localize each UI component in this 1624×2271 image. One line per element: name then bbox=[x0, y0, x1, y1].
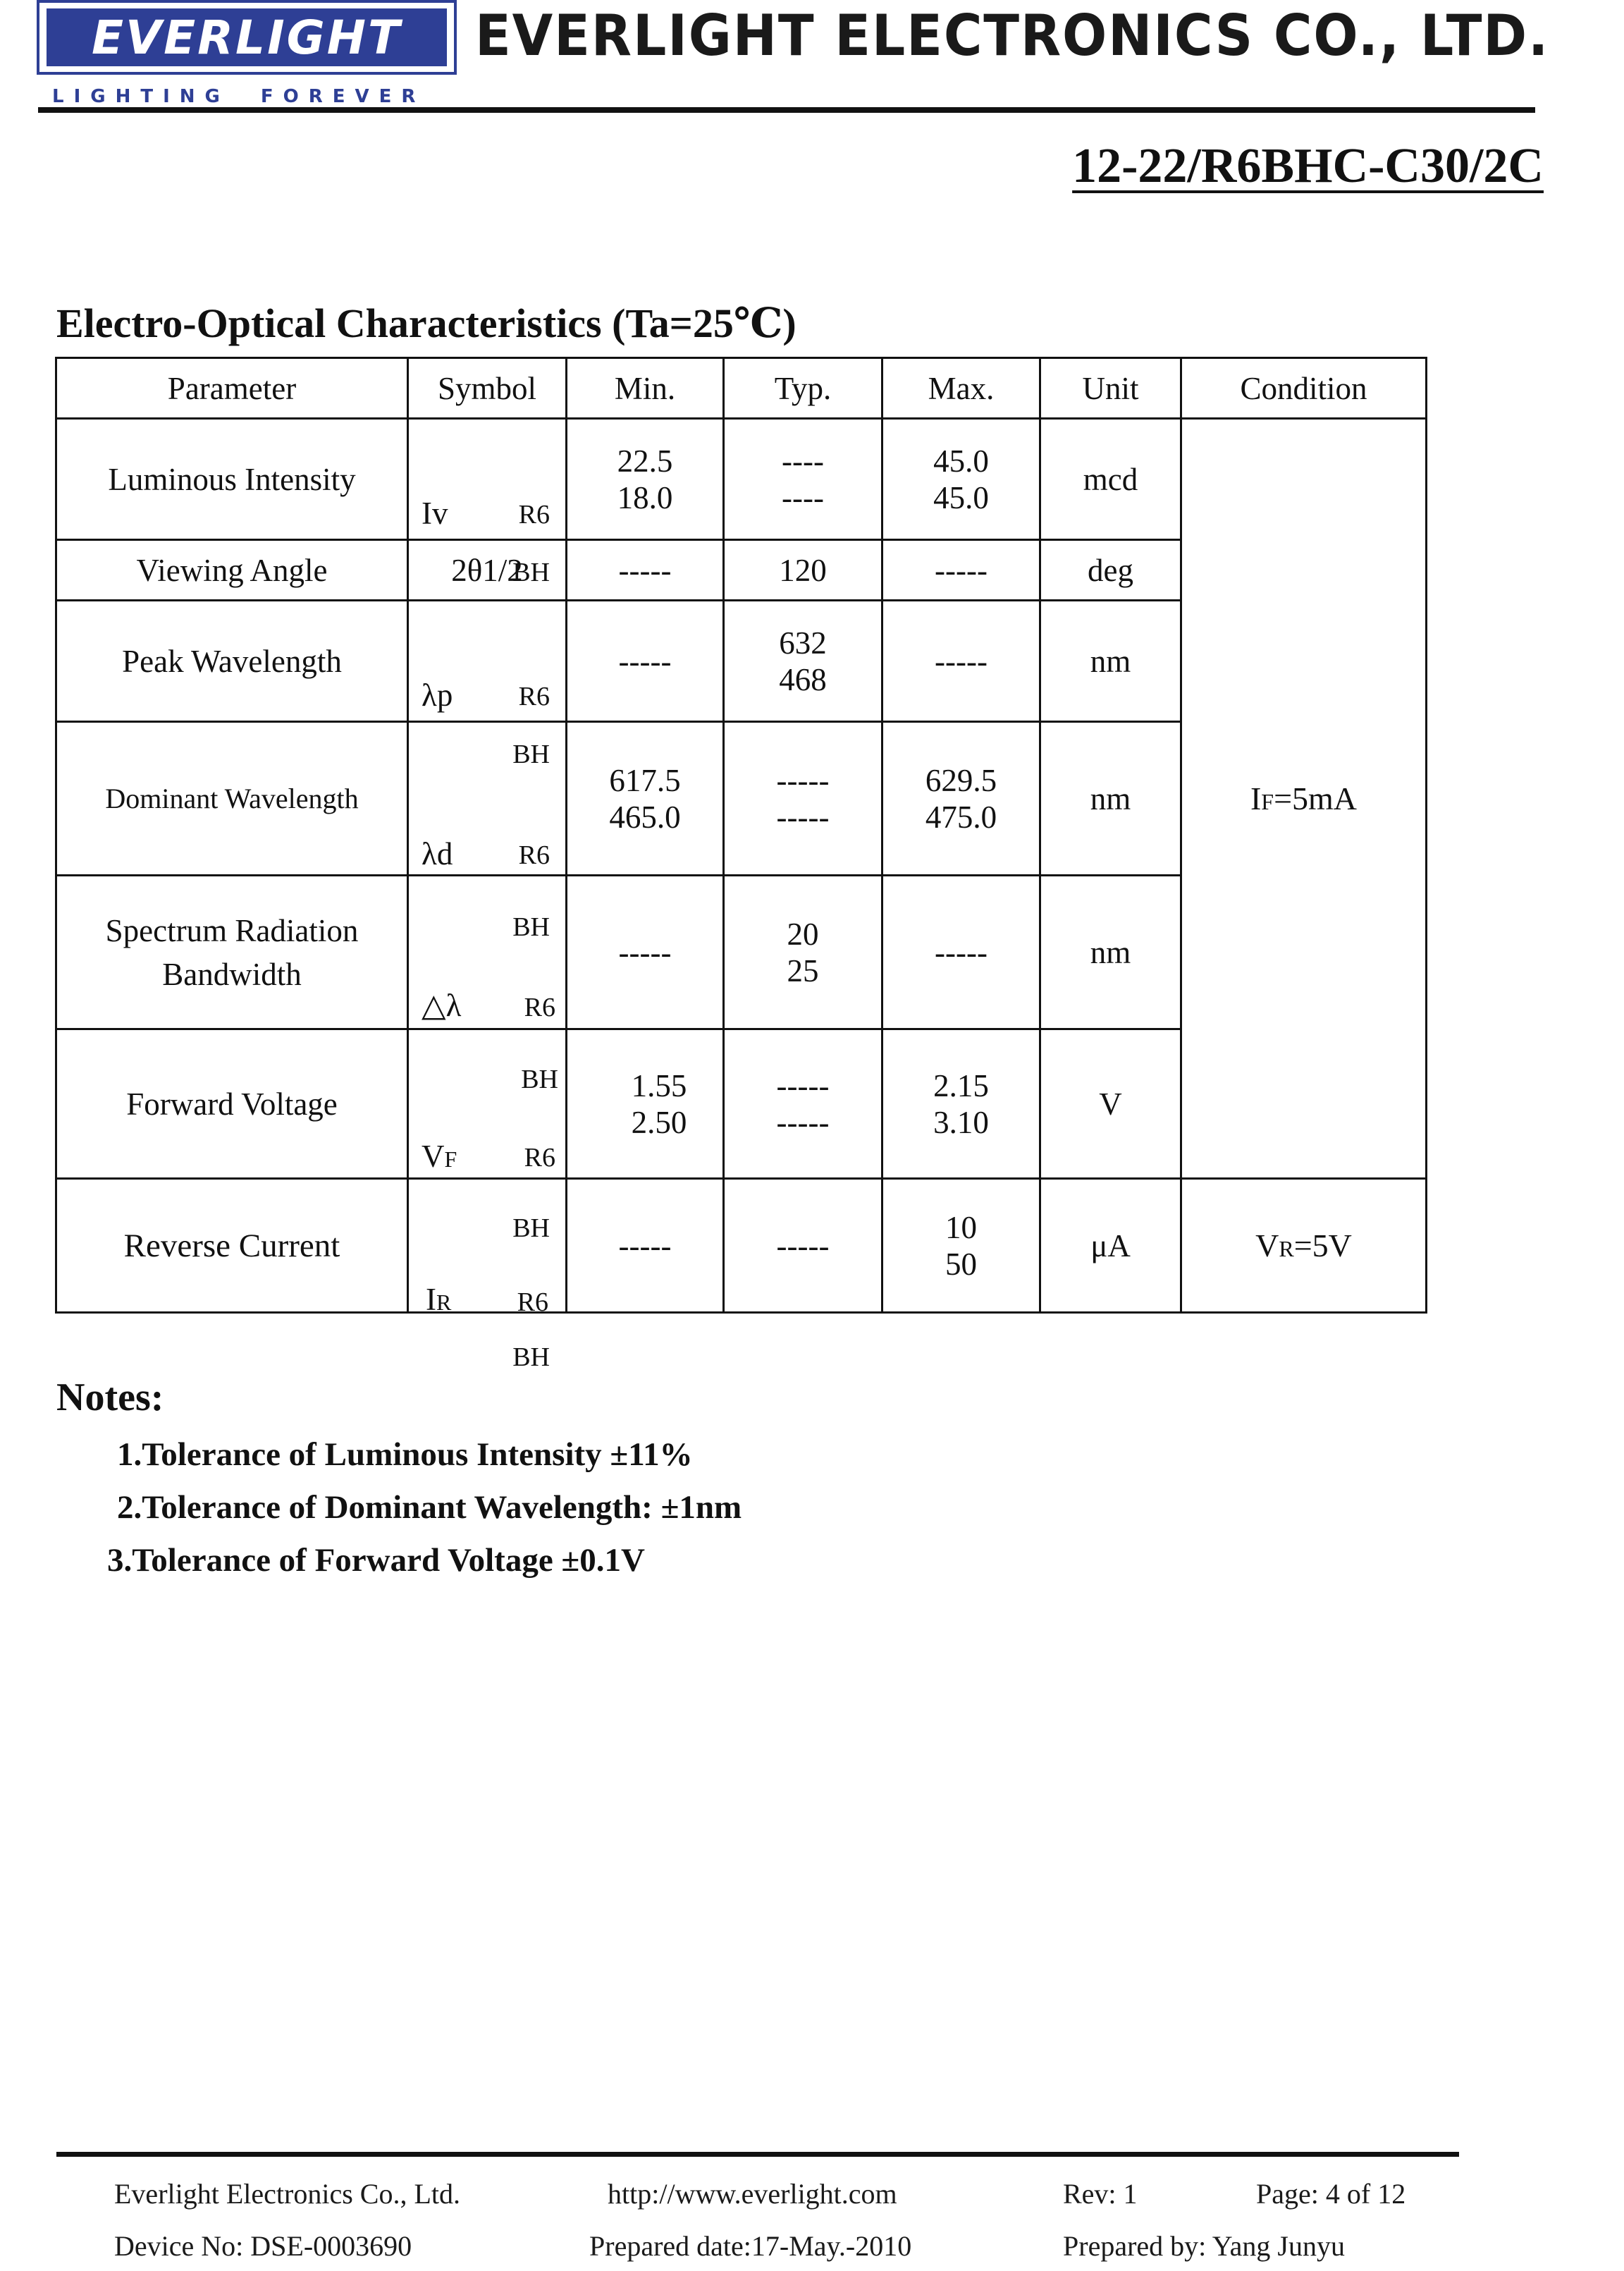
param-cell: Dominant Wavelength bbox=[56, 722, 408, 876]
symbol-cell: 2θ1/2 bbox=[408, 540, 567, 601]
note-item: 3.Tolerance of Forward Voltage ±0.1V bbox=[107, 1542, 645, 1579]
unit-cell: V bbox=[1040, 1029, 1181, 1179]
value: ----- bbox=[776, 762, 830, 798]
header-divider bbox=[38, 107, 1535, 113]
value: 10 bbox=[945, 1209, 977, 1245]
symbol-bin: BH bbox=[512, 912, 550, 942]
header-min: Min. bbox=[567, 358, 724, 419]
logo-badge bbox=[47, 8, 447, 66]
symbol-cell bbox=[408, 1179, 567, 1372]
max-cell bbox=[882, 1179, 1040, 1313]
unit-cell: nm bbox=[1040, 876, 1181, 1029]
symbol-bin: R6 bbox=[517, 1287, 548, 1317]
min-cell bbox=[567, 722, 724, 876]
header-typ: Typ. bbox=[724, 358, 882, 419]
footer-rev: Rev: 1 bbox=[1063, 2178, 1138, 2210]
value: 50 bbox=[945, 1246, 977, 1282]
typ-cell bbox=[724, 601, 882, 722]
symbol-bin: R6 bbox=[524, 992, 555, 1022]
typ-cell bbox=[724, 419, 882, 540]
value: 475.0 bbox=[925, 799, 997, 835]
condition-vr: VR=5V bbox=[1255, 1228, 1352, 1263]
unit-cell: nm bbox=[1040, 722, 1181, 876]
value: ----- bbox=[776, 1067, 830, 1103]
value: ---- bbox=[782, 479, 824, 515]
min-cell bbox=[567, 419, 724, 540]
section-title: Electro-Optical Characteristics (Ta=25℃) bbox=[56, 300, 796, 346]
value: 2.15 bbox=[933, 1067, 989, 1103]
typ-cell bbox=[724, 722, 882, 876]
symbol-bin: BH bbox=[512, 739, 550, 769]
value: 617.5 bbox=[609, 762, 681, 798]
footer-prepared-date: Prepared date:17-May.-2010 bbox=[589, 2230, 912, 2262]
param-cell bbox=[56, 876, 408, 1029]
part-number: 12-22/R6BHC-C30/2C bbox=[1072, 139, 1544, 193]
typ-cell: ----- bbox=[724, 1179, 882, 1313]
value: 1.55 bbox=[631, 1067, 687, 1103]
symbol-cell bbox=[408, 876, 567, 1094]
max-cell bbox=[882, 419, 1040, 540]
param-cell: Luminous Intensity bbox=[56, 419, 408, 540]
header-unit: Unit bbox=[1040, 358, 1181, 419]
company-logo bbox=[37, 0, 457, 75]
footer-divider bbox=[56, 2152, 1459, 2157]
value: 45.0 bbox=[933, 443, 989, 479]
symbol-main: λp bbox=[422, 677, 453, 713]
value: 18.0 bbox=[617, 479, 673, 515]
footer-url[interactable]: http://www.everlight.com bbox=[608, 2178, 897, 2210]
header-symbol: Symbol bbox=[408, 358, 567, 419]
min-cell: ----- bbox=[567, 876, 724, 1029]
typ-cell bbox=[724, 876, 882, 1029]
value: 632 bbox=[779, 625, 827, 661]
symbol-bin: BH bbox=[512, 1213, 550, 1243]
symbol-bin: R6 bbox=[524, 1142, 555, 1173]
min-cell: ----- bbox=[567, 540, 724, 601]
condition-vr-cell bbox=[1181, 1179, 1427, 1313]
symbol-bin: R6 bbox=[518, 840, 550, 870]
symbol-bin: R6 bbox=[518, 499, 550, 530]
header-parameter: Parameter bbox=[56, 358, 408, 419]
symbol-bin: R6 bbox=[518, 681, 550, 711]
param-cell: Viewing Angle bbox=[56, 540, 408, 601]
value: 45.0 bbox=[933, 479, 989, 515]
footer-page: Page: 4 of 12 bbox=[1256, 2178, 1406, 2210]
symbol-main: △λ bbox=[422, 987, 462, 1023]
value: 20 bbox=[787, 916, 819, 952]
unit-cell: mcd bbox=[1040, 419, 1181, 540]
symbol-cell bbox=[408, 1029, 567, 1243]
symbol-main: λd bbox=[422, 835, 453, 871]
max-cell bbox=[882, 1029, 1040, 1179]
notes-title: Notes: bbox=[56, 1376, 164, 1419]
param-cell: Reverse Current bbox=[56, 1179, 408, 1313]
max-cell: ----- bbox=[882, 876, 1040, 1029]
tagline-lighting: LIGHTING bbox=[52, 86, 230, 107]
value: ---- bbox=[782, 443, 824, 479]
footer-prepared-by: Prepared by: Yang Junyu bbox=[1063, 2230, 1345, 2262]
company-name: EVERLIGHT ELECTRONICS CO., LTD. bbox=[475, 3, 1550, 68]
value: 22.5 bbox=[617, 443, 673, 479]
value: 465.0 bbox=[609, 799, 681, 835]
unit-cell: deg bbox=[1040, 540, 1181, 601]
max-cell: ----- bbox=[882, 540, 1040, 601]
symbol-main: IR bbox=[426, 1281, 452, 1317]
min-cell bbox=[567, 1029, 724, 1179]
symbol-cell bbox=[408, 601, 567, 769]
typ-cell bbox=[724, 1029, 882, 1179]
typ-cell: 120 bbox=[724, 540, 882, 601]
unit-cell: nm bbox=[1040, 601, 1181, 722]
electro-optical-table bbox=[55, 357, 1427, 1372]
symbol-cell bbox=[408, 722, 567, 942]
table-row bbox=[56, 1179, 1427, 1313]
value: 3.10 bbox=[933, 1104, 989, 1140]
value: 2.50 bbox=[631, 1104, 687, 1140]
logo-text: EVERLIGHT bbox=[91, 10, 402, 65]
param-line: Spectrum Radiation bbox=[105, 912, 359, 948]
footer-company: Everlight Electronics Co., Ltd. bbox=[114, 2178, 460, 2210]
symbol-bin: BH bbox=[512, 1342, 550, 1372]
value: ----- bbox=[776, 799, 830, 835]
table-row bbox=[56, 419, 1427, 540]
symbol-main: VF bbox=[422, 1138, 457, 1174]
value: 25 bbox=[787, 953, 819, 988]
header-condition: Condition bbox=[1181, 358, 1427, 419]
min-cell: ----- bbox=[567, 1179, 724, 1313]
condition-if-cell bbox=[1181, 419, 1427, 1179]
symbol-bin: BH bbox=[521, 1064, 558, 1094]
symbol-bin: BH bbox=[512, 557, 550, 587]
value: 468 bbox=[779, 661, 827, 697]
value: 629.5 bbox=[925, 762, 997, 798]
max-cell: ----- bbox=[882, 601, 1040, 722]
footer-device-no: Device No: DSE-0003690 bbox=[114, 2230, 412, 2262]
param-line: Bandwidth bbox=[162, 956, 302, 992]
header-max: Max. bbox=[882, 358, 1040, 419]
min-cell: ----- bbox=[567, 601, 724, 722]
param-cell: Forward Voltage bbox=[56, 1029, 408, 1179]
value: ----- bbox=[776, 1104, 830, 1140]
table-header-row bbox=[56, 358, 1427, 419]
condition-if: IF=5mA bbox=[1250, 781, 1358, 816]
unit-cell: μA bbox=[1040, 1179, 1181, 1313]
tagline-forever: FOREVER bbox=[260, 86, 426, 107]
logo-tagline bbox=[52, 86, 454, 107]
note-item: 2.Tolerance of Dominant Wavelength: ±1nm bbox=[117, 1489, 742, 1526]
symbol-main: Iv bbox=[422, 495, 448, 531]
max-cell bbox=[882, 722, 1040, 876]
param-cell: Peak Wavelength bbox=[56, 601, 408, 722]
note-item: 1.Tolerance of Luminous Intensity ±11% bbox=[117, 1436, 693, 1473]
